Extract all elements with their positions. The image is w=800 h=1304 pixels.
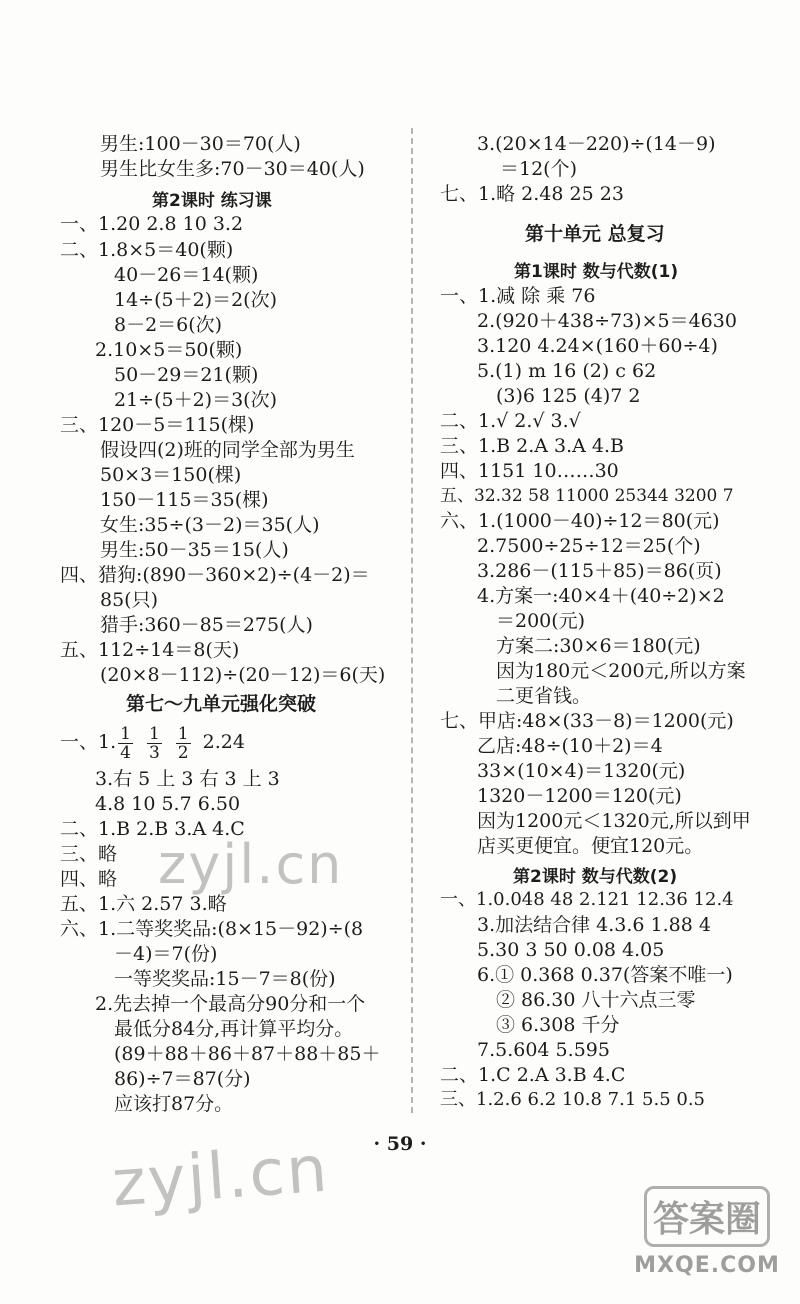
answer-line: 3.右 5 上 3 右 3 上 3 — [95, 768, 280, 790]
site-logo — [632, 1186, 782, 1286]
answer-line: 二、1.√ 2.√ 3.√ — [440, 410, 581, 432]
answer-line: ＝200(元) — [496, 610, 586, 632]
answer-line: 2.10×5＝50(颗) — [95, 339, 243, 361]
answer-line: 因为180元＜200元,所以方案 — [496, 660, 746, 682]
answer-line: 50－29＝21(颗) — [114, 364, 259, 386]
answer-line: 4.方案一:40×4＋(40÷2)×2 — [477, 585, 725, 607]
denominator: 4 — [120, 742, 131, 763]
answer-line: 六、1.二等奖奖品:(8×15－92)÷(8 — [60, 918, 364, 940]
answer-line: 二、1.8×5＝40(颗) — [60, 239, 234, 261]
answer-line: 五、32.32 58 11000 25344 3200 7 — [440, 486, 734, 506]
answer-line: 2.(920＋438÷73)×5＝4630 — [477, 310, 737, 332]
fraction — [176, 725, 191, 762]
answer-line: 七、1.略 2.48 25 23 — [440, 183, 624, 205]
answer-line: 40－26＝14(颗) — [114, 264, 259, 286]
answer-line: 三、120－5＝115(棵) — [60, 414, 255, 436]
denominator: 3 — [148, 742, 160, 763]
answer-line: 一、1.20 2.8 10 3.2 — [60, 213, 244, 235]
answer-line: 三、略 — [60, 843, 118, 865]
answer-line: 三、1.B 2.A 3.A 4.B — [440, 435, 624, 457]
fraction — [118, 725, 133, 762]
page-number: · 59 · — [373, 1133, 427, 1155]
answer-line: 21÷(5＋2)＝3(次) — [114, 389, 278, 411]
answer-line: 14÷(5＋2)＝2(次) — [114, 289, 278, 311]
answer-line: 3.286－(115＋85)＝86(页) — [477, 560, 722, 582]
answer-line: 四、1151 10……30 — [440, 460, 619, 482]
answer-line: 5.30 3 50 0.08 4.05 — [477, 939, 665, 961]
answer-line: 85(只) — [100, 589, 159, 611]
answer-line: 五、1.六 2.57 3.略 — [60, 893, 227, 915]
answer-line: 三、1.2.6 6.2 10.8 7.1 5.5 0.5 — [440, 1089, 705, 1110]
column-divider — [411, 128, 413, 1113]
answer-line: 3.(20×14－220)÷(14－9) — [477, 133, 716, 155]
numerator: 1 — [177, 723, 189, 744]
unit-heading: 第十单元 总复习 — [525, 223, 665, 245]
answer-line: 150－115＝35(棵) — [100, 489, 269, 511]
logo-text: MXQE.COM — [634, 1253, 780, 1278]
answer-line: 一、1.0.048 48 2.121 12.36 12.4 — [440, 889, 734, 910]
answer-line: 86)÷7＝87(分) — [114, 1068, 251, 1090]
fraction-line — [60, 723, 245, 762]
answer-line: 男生:50－35＝15(人) — [100, 539, 289, 561]
answer-line: 五、112÷14＝8(天) — [60, 639, 240, 661]
fraction — [147, 725, 162, 762]
answer-line: 1320－1200＝120(元) — [477, 785, 682, 807]
answer-line: 因为1200元＜1320元,所以到甲 — [477, 810, 751, 832]
answer-line: 8－2＝6(次) — [114, 314, 223, 336]
answer-line: 店买更便宜。便宜120元。 — [477, 835, 704, 857]
numerator: 1 — [148, 723, 160, 744]
lesson-heading: 第2课时 数与代数(2) — [513, 867, 678, 887]
answer-line: 四、猎狗:(890－360×2)÷(4－2)＝ — [60, 564, 370, 586]
answer-line: 二更省钱。 — [496, 685, 592, 707]
answer-line: (3)6 125 (4)7 2 — [496, 385, 641, 407]
answer-line: 女生:35÷(3－2)＝35(人) — [100, 514, 320, 536]
answer-line: 2.7500÷25÷12＝25(个) — [477, 535, 701, 557]
watermark: zyjl.cn — [158, 833, 344, 896]
answer-line: (89＋88＋86＋87＋88＋85＋ — [114, 1043, 381, 1065]
answer-line: 六、1.(1000－40)÷12＝80(元) — [440, 510, 720, 532]
answer-line: 猎手:360－85＝275(人) — [100, 614, 313, 636]
answer-line: 方案二:30×6＝180(元) — [496, 635, 701, 657]
watermark: zyjl.cn — [109, 1132, 332, 1222]
answer-line: 乙店:48÷(10＋2)＝4 — [477, 735, 663, 757]
answer-line: 50×3＝150(棵) — [100, 464, 242, 486]
answer-line: 应该打87分。 — [114, 1093, 234, 1115]
answer-line: ＝12(个) — [500, 158, 578, 180]
answer-prefix: 一、1. — [60, 731, 117, 753]
answer-line: 5.(1) m 16 (2) c 62 — [477, 360, 657, 382]
answer-line: 7.5.604 5.595 — [477, 1039, 610, 1061]
lesson-heading: 第1课时 数与代数(1) — [514, 262, 679, 282]
answer-line: 3.加法结合律 4.3.6 1.88 4 — [477, 914, 711, 936]
answer-line: 四、略 — [60, 868, 118, 890]
answer-line: 七、甲店:48×(33－8)＝1200(元) — [440, 710, 734, 732]
answer-line: 4.8 10 5.7 6.50 — [95, 793, 241, 815]
answer-line: ③ 6.308 千分 — [496, 1014, 620, 1036]
answer-line: 二、1.B 2.B 3.A 4.C — [60, 818, 245, 840]
answer-line: 男生比女生多:70－30＝40(人) — [100, 158, 365, 180]
denominator: 2 — [177, 742, 189, 763]
section-heading: 第七～九单元强化突破 — [126, 693, 317, 715]
answer-line: ② 86.30 八十六点三零 — [496, 989, 696, 1011]
numerator: 1 — [120, 723, 131, 744]
answer-line: 3.120 4.24×(160＋60÷4) — [477, 335, 718, 357]
answer-line: 最低分84分,再计算平均分。 — [114, 1018, 354, 1040]
answer-suffix: 2.24 — [202, 731, 245, 753]
answer-line: 一等奖奖品:15－7＝8(份) — [114, 968, 336, 990]
answer-line: 2.先去掉一个最高分90分和一个 — [95, 993, 366, 1015]
answer-line: －4)＝7(份) — [114, 943, 218, 965]
answer-line: 33×(10×4)＝1320(元) — [477, 760, 686, 782]
answer-line: 6.① 0.368 0.37(答案不唯一) — [477, 964, 733, 986]
answer-line: 男生:100－30＝70(人) — [100, 133, 301, 155]
lesson-heading: 第2课时 练习课 — [152, 191, 272, 211]
answer-line: 二、1.C 2.A 3.B 4.C — [440, 1064, 626, 1086]
answer-line: 假设四(2)班的同学全部为男生 — [100, 439, 355, 461]
answer-line: 一、1.减 除 乘 76 — [440, 285, 596, 307]
answer-line: (20×8－112)÷(20－12)＝6(天) — [100, 664, 386, 686]
logo-mark: 答案圈 — [644, 1186, 770, 1247]
